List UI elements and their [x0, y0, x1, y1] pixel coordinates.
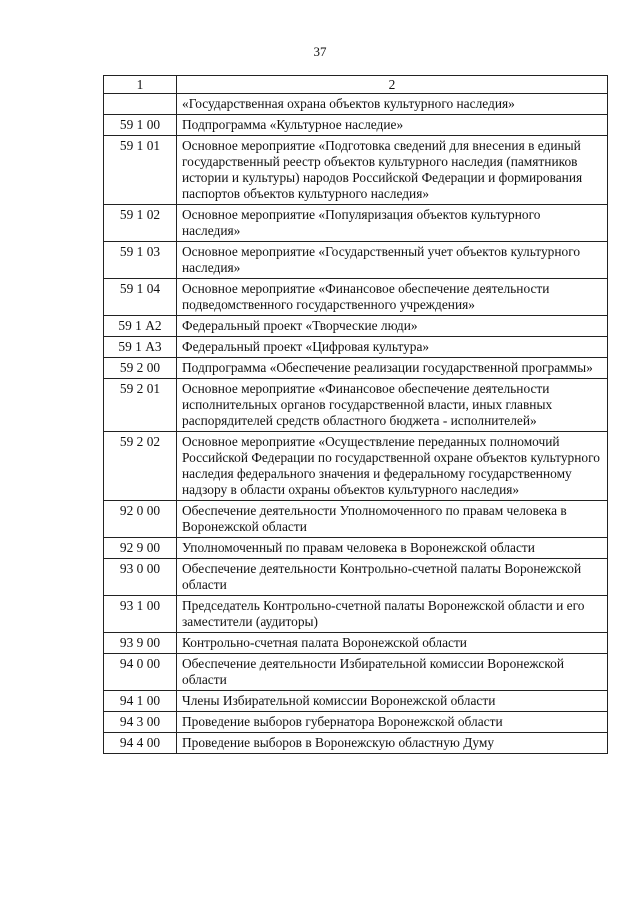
table-row	[104, 432, 608, 501]
row-description: Федеральный проект «Цифровая культура»	[177, 337, 608, 358]
row-code: 59 2 01	[104, 379, 177, 432]
row-code: 59 1 А3	[104, 337, 177, 358]
table-row	[104, 712, 608, 733]
row-code: 59 1 02	[104, 205, 177, 242]
row-description: Обеспечение деятельности Контрольно-счетной палаты Воронежской области	[177, 559, 608, 596]
row-code	[104, 94, 177, 115]
row-description: Обеспечение деятельности Уполномоченного по правам человека в Воронежской области	[177, 501, 608, 538]
table-row	[104, 501, 608, 538]
row-description: Проведение выборов губернатора Воронежской области	[177, 712, 608, 733]
table-row	[104, 242, 608, 279]
row-code: 94 3 00	[104, 712, 177, 733]
row-code: 93 0 00	[104, 559, 177, 596]
row-code: 59 1 00	[104, 115, 177, 136]
row-description: Проведение выборов в Воронежскую областную Думу	[177, 733, 608, 754]
table-row	[104, 316, 608, 337]
row-code: 94 1 00	[104, 691, 177, 712]
classification-table	[103, 75, 608, 754]
row-code: 94 0 00	[104, 654, 177, 691]
table-row	[104, 279, 608, 316]
table-row	[104, 538, 608, 559]
row-description: Основное мероприятие «Финансовое обеспечение деятельности подведомственного государственного учреждения»	[177, 279, 608, 316]
table-row	[104, 136, 608, 205]
table-row	[104, 379, 608, 432]
row-code: 92 9 00	[104, 538, 177, 559]
row-code: 59 2 00	[104, 358, 177, 379]
row-code: 94 4 00	[104, 733, 177, 754]
row-code: 59 1 03	[104, 242, 177, 279]
row-description: Подпрограмма «Культурное наследие»	[177, 115, 608, 136]
row-code: 92 0 00	[104, 501, 177, 538]
row-code: 59 1 А2	[104, 316, 177, 337]
row-description: Члены Избирательной комиссии Воронежской области	[177, 691, 608, 712]
table-row	[104, 115, 608, 136]
row-code: 93 1 00	[104, 596, 177, 633]
table-row	[104, 691, 608, 712]
row-description: Основное мероприятие «Подготовка сведений для внесения в единый государственный реестр объектов культурного наследия (памятников истории и культуры) народов Российской Федерации и формирования паспортов объектов культурного наследия»	[177, 136, 608, 205]
row-code: 59 1 01	[104, 136, 177, 205]
row-description: Федеральный проект «Творческие люди»	[177, 316, 608, 337]
row-description: Основное мероприятие «Популяризация объектов культурного наследия»	[177, 205, 608, 242]
row-code: 59 2 02	[104, 432, 177, 501]
row-description: Уполномоченный по правам человека в Воронежской области	[177, 538, 608, 559]
table-row	[104, 633, 608, 654]
table-row	[104, 654, 608, 691]
row-description: Основное мероприятие «Осуществление переданных полномочий Российской Федерации по государственной охране объектов культурного наследия федерального значения и федеральному государственному надзору в области охраны объектов культурного наследия»	[177, 432, 608, 501]
row-description: Председатель Контрольно-счетной палаты Воронежской области и его заместители (аудиторы)	[177, 596, 608, 633]
row-code: 59 1 04	[104, 279, 177, 316]
table-row	[104, 596, 608, 633]
row-description: «Государственная охрана объектов культурного наследия»	[177, 94, 608, 115]
row-code: 93 9 00	[104, 633, 177, 654]
table-row	[104, 733, 608, 754]
table-header-row	[104, 76, 608, 94]
page-number: 37	[313, 44, 327, 59]
row-description: Подпрограмма «Обеспечение реализации государственной программы»	[177, 358, 608, 379]
row-description: Контрольно-счетная палата Воронежской области	[177, 633, 608, 654]
row-description: Основное мероприятие «Финансовое обеспечение деятельности исполнительных органов государственной власти, иных главных распорядителей средств областного бюджета - исполнителей»	[177, 379, 608, 432]
table-row	[104, 358, 608, 379]
table-row	[104, 559, 608, 596]
table-row	[104, 337, 608, 358]
row-description: Обеспечение деятельности Избирательной комиссии Воронежской области	[177, 654, 608, 691]
table-row	[104, 205, 608, 242]
row-description: Основное мероприятие «Государственный учет объектов культурного наследия»	[177, 242, 608, 279]
table-row	[104, 94, 608, 115]
column-header-2: 2	[177, 76, 608, 94]
column-header-1: 1	[104, 76, 177, 94]
